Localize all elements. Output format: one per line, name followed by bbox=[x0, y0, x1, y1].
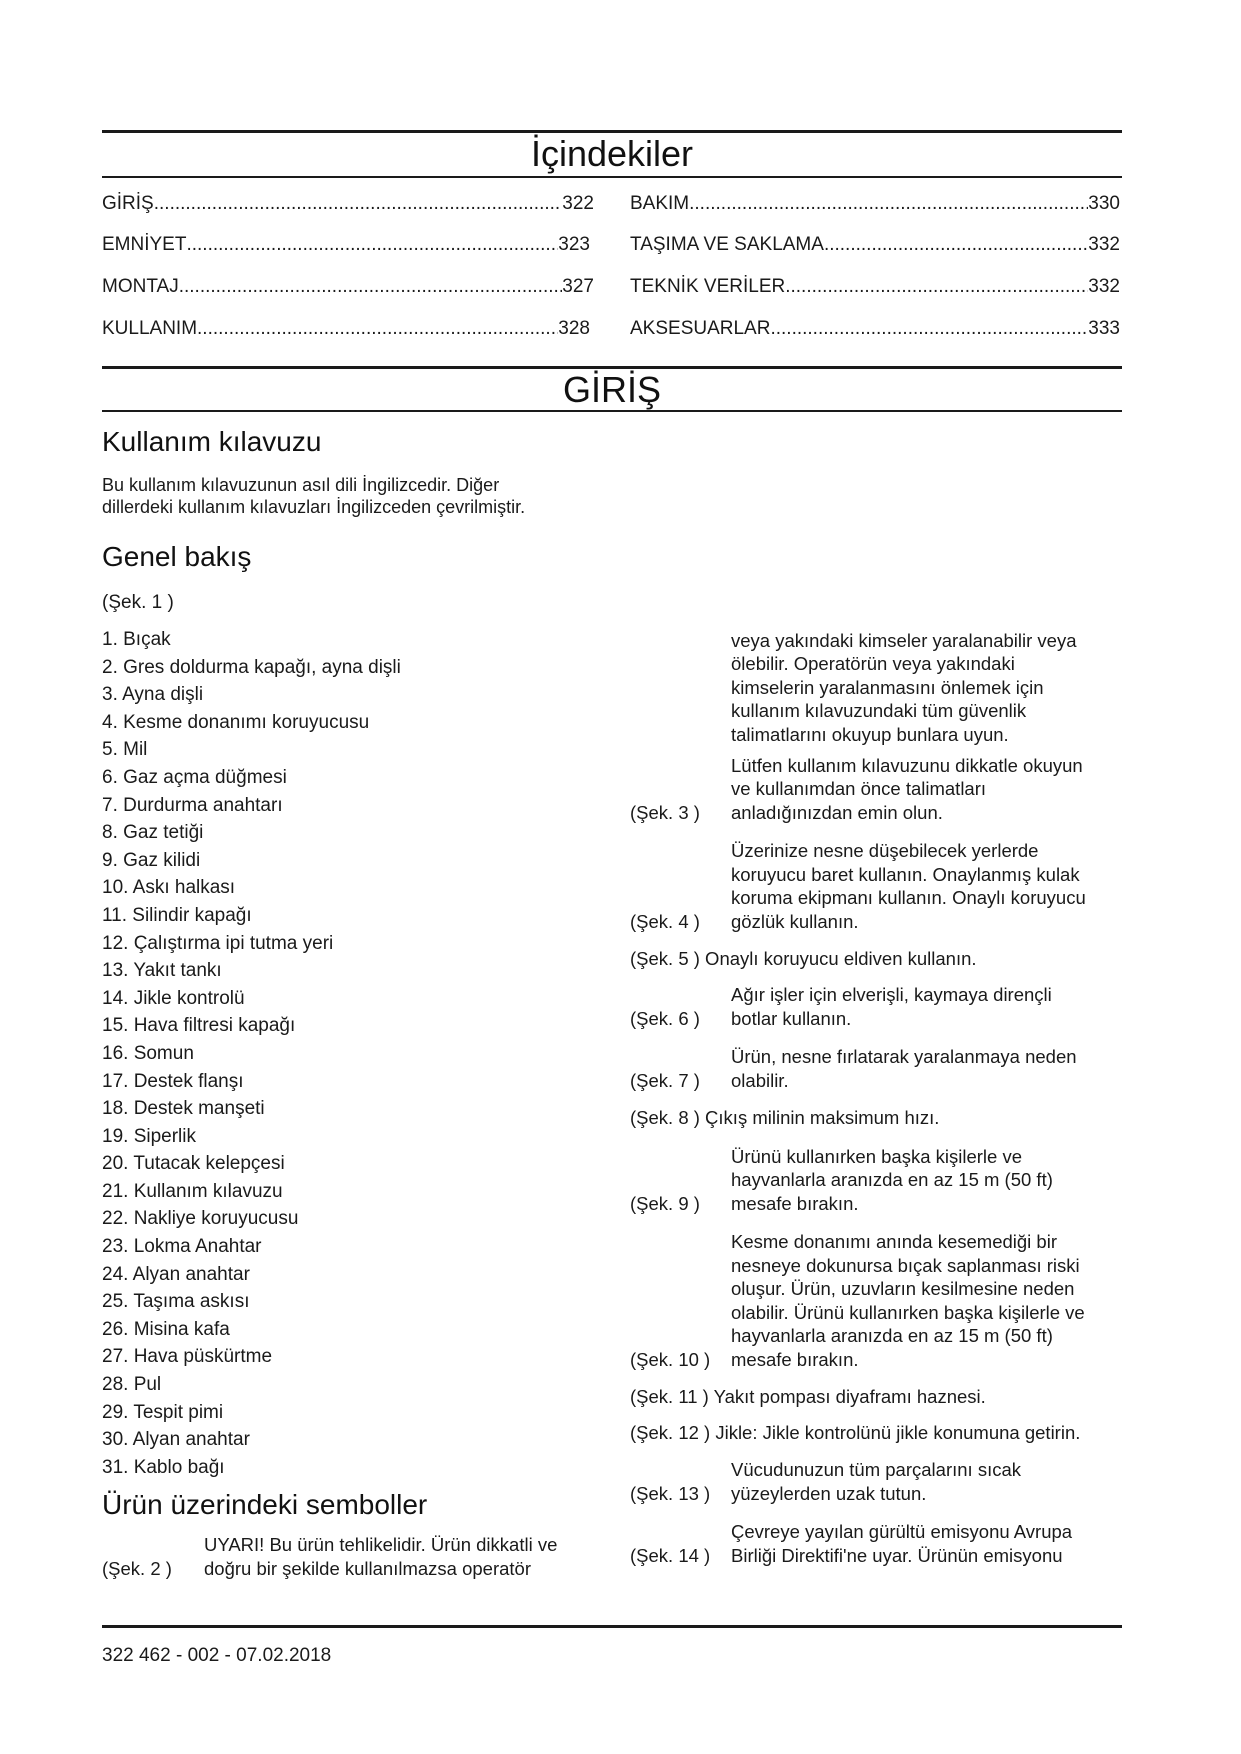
symbol-sek-5: (Şek. 5 ) Onaylı koruyucu eldiven kullanın. bbox=[630, 948, 977, 969]
parts-list-item: 5. Mil bbox=[102, 739, 148, 761]
parts-list-item: 21. Kullanım kılavuzu bbox=[102, 1180, 283, 1202]
parts-list-item: 10. Askı halkası bbox=[102, 877, 236, 899]
parts-list-item: 26. Misina kafa bbox=[102, 1318, 230, 1340]
symbol-line: olabilir. Ürünü kullanırken başka kişilerle ve bbox=[731, 1301, 1085, 1323]
overview-figure-ref: (Şek. 1 ) bbox=[102, 592, 174, 613]
symbol-line: Birliği Direktifi'ne uyar. Ürünün emisyonu bbox=[731, 1544, 1063, 1566]
symbol-line: yüzeylerden uzak tutun. bbox=[731, 1482, 927, 1504]
symbols-heading: Ürün üzerindeki semboller bbox=[102, 1489, 428, 1520]
figure-ref: (Şek. 2 ) bbox=[102, 1557, 172, 1579]
symbol-line: botlar kullanın. bbox=[731, 1007, 852, 1029]
symbol-line: ölebilir. Operatörün veya yakındaki bbox=[731, 653, 1015, 674]
symbol-line: talimatlarını okuyup bunlara uyun. bbox=[731, 723, 1009, 745]
footer-rule bbox=[102, 1625, 1122, 1628]
toc-page: 330 bbox=[1088, 193, 1120, 214]
parts-list-item: 31. Kablo bağı bbox=[102, 1456, 225, 1478]
parts-list-item: 29. Tespit pimi bbox=[102, 1401, 224, 1423]
figure-ref: (Şek. 6 ) bbox=[630, 1007, 700, 1029]
toc-page: 332 bbox=[1088, 276, 1120, 297]
toc-label: BAKIM bbox=[630, 193, 690, 214]
overview-heading: Genel bakış bbox=[102, 541, 252, 572]
toc-label: TAŞIMA VE SAKLAMA bbox=[630, 234, 824, 255]
symbol-line: kullanım kılavuzundaki tüm güvenlik bbox=[731, 700, 1027, 721]
parts-list-item: 16. Somun bbox=[102, 1042, 194, 1064]
figure-ref: (Şek. 9 ) bbox=[630, 1192, 700, 1214]
figure-ref: (Şek. 13 ) bbox=[630, 1482, 711, 1504]
symbol-line: hayvanlarla aranızda en az 15 m (50 ft) bbox=[731, 1325, 1053, 1346]
symbol-line: Üzerinize nesne düşebilecek yerlerde bbox=[731, 840, 1039, 861]
symbol-line: koruyucu baret kullanın. Onaylanmış kulak bbox=[731, 863, 1080, 885]
symbol-line: Lütfen kullanım kılavuzunu dikkatle okuyun bbox=[731, 754, 1083, 776]
symbol-sek-2 bbox=[102, 0, 602, 1580]
toc-page: 322 bbox=[562, 193, 594, 214]
parts-list-item: 1. Bıçak bbox=[102, 629, 171, 650]
parts-list-item: 2. Gres doldurma kapağı, ayna dişli bbox=[102, 656, 401, 678]
symbol-line: nesneye dokunursa bıçak saplanması riski bbox=[731, 1254, 1080, 1276]
symbol-line: kimselerin yaralanmasını önlemek için bbox=[731, 676, 1044, 698]
parts-list-item: 6. Gaz açma düğmesi bbox=[102, 766, 287, 788]
symbol-line: anladığınızdan emin olun. bbox=[731, 801, 943, 823]
symbol-line: ve kullanımdan önce talimatları bbox=[731, 778, 987, 799]
symbol-line: mesafe bırakın. bbox=[731, 1348, 859, 1370]
toc-label: TEKNİK VERİLER bbox=[630, 276, 786, 297]
symbol-line: veya yakındaki kimseler yaralanabilir veya bbox=[731, 629, 1077, 651]
symbol-line: koruma ekipmanı kullanın. Onaylı koruyucu bbox=[731, 887, 1086, 908]
section-title: GİRİŞ bbox=[562, 369, 661, 410]
toc-label: EMNİYET bbox=[102, 234, 187, 255]
symbol-line: Vücudunuzun tüm parçalarını sıcak bbox=[731, 1459, 1021, 1480]
toc-title: İçindekiler bbox=[530, 133, 694, 174]
toc-page: 328 bbox=[558, 318, 590, 339]
symbol-line: UYARI! Bu ürün tehlikelidir. Ürün dikkatli ve bbox=[204, 1534, 558, 1555]
parts-list-item: 11. Silindir kapağı bbox=[102, 904, 252, 926]
parts-list-item: 24. Alyan anahtar bbox=[102, 1263, 250, 1285]
symbol-sek-12: (Şek. 12 ) Jikle: Jikle kontrolünü jikle konumuna getirin. bbox=[630, 1422, 1081, 1443]
parts-list-item: 14. Jikle kontrolü bbox=[102, 987, 245, 1009]
parts-list-item: 17. Destek flanşı bbox=[102, 1070, 244, 1092]
manual-heading: Kullanım kılavuzu bbox=[102, 426, 322, 457]
parts-list-item: 8. Gaz tetiği bbox=[102, 822, 204, 844]
symbol-line: Çevreye yayılan gürültü emisyonu Avrupa bbox=[731, 1521, 1073, 1542]
parts-list-item: 22. Nakliye koruyucusu bbox=[102, 1208, 299, 1230]
figure-ref: (Şek. 10 ) bbox=[630, 1348, 711, 1370]
symbol-line: Ürünü kullanırken başka kişilerle ve bbox=[731, 1145, 1022, 1167]
figure-ref: (Şek. 7 ) bbox=[630, 1069, 700, 1091]
toc-page: 333 bbox=[1088, 318, 1120, 339]
parts-list-item: 9. Gaz kilidi bbox=[102, 849, 201, 871]
parts-list-item: 19. Siperlik bbox=[102, 1125, 196, 1147]
parts-list-item: 23. Lokma Anahtar bbox=[102, 1236, 262, 1258]
parts-list-item: 13. Yakıt tankı bbox=[102, 960, 222, 982]
symbol-text bbox=[731, 1520, 1072, 1567]
figure-ref: (Şek. 3 ) bbox=[630, 801, 700, 823]
toc-label: GİRİŞ bbox=[102, 193, 154, 214]
symbol-sek-8: (Şek. 8 ) Çıkış milinin maksimum hızı. bbox=[630, 1107, 940, 1128]
parts-list-item: 25. Taşıma askısı bbox=[102, 1291, 250, 1313]
paragraph-line: dillerdeki kullanım kılavuzları İngilizceden çevrilmiştir. bbox=[102, 497, 526, 517]
figure-ref: (Şek. 14 ) bbox=[630, 1544, 711, 1566]
symbol-text bbox=[204, 1533, 557, 1580]
footer-doc-number: 322 462 - 002 - 07.02.2018 bbox=[102, 1645, 332, 1666]
paragraph-line: Bu kullanım kılavuzunun asıl dili İngilizcedir. Diğer bbox=[102, 475, 500, 495]
figure-ref: (Şek. 4 ) bbox=[630, 910, 700, 932]
parts-list-item: 4. Kesme donanımı koruyucusu bbox=[102, 711, 370, 733]
symbol-line: olabilir. bbox=[731, 1069, 789, 1091]
symbol-line: Kesme donanımı anında kesemediği bir bbox=[731, 1231, 1057, 1252]
parts-list-item: 12. Çalıştırma ipi tutma yeri bbox=[102, 932, 334, 954]
toc-label: MONTAJ bbox=[102, 276, 179, 297]
parts-list-item: 18. Destek manşeti bbox=[102, 1098, 265, 1120]
symbol-line: Ürün, nesne fırlatarak yaralanmaya neden bbox=[731, 1046, 1077, 1067]
symbol-line: doğru bir şekilde kullanılmazsa operatör bbox=[204, 1557, 532, 1579]
parts-list-item: 28. Pul bbox=[102, 1374, 162, 1396]
toc-label: AKSESUARLAR bbox=[630, 318, 771, 339]
toc-page: 332 bbox=[1088, 234, 1120, 255]
toc-page: 323 bbox=[558, 234, 590, 255]
symbol-sek-14 bbox=[630, 0, 1120, 1567]
symbol-line: mesafe bırakın. bbox=[731, 1192, 859, 1214]
parts-list-item: 27. Hava püskürtme bbox=[102, 1346, 273, 1368]
symbol-line: gözlük kullanın. bbox=[731, 910, 859, 932]
symbol-line: Ağır işler için elverişli, kaymaya dirençli bbox=[731, 984, 1052, 1005]
parts-list-item: 7. Durdurma anahtarı bbox=[102, 794, 283, 816]
parts-list-item: 3. Ayna dişli bbox=[102, 684, 204, 706]
symbol-line: hayvanlarla aranızda en az 15 m (50 ft) bbox=[731, 1169, 1053, 1190]
toc-page: 327 bbox=[562, 276, 594, 297]
toc-label: KULLANIM bbox=[102, 318, 198, 339]
symbol-line: oluşur. Ürün, uzuvların kesilmesine neden bbox=[731, 1278, 1075, 1299]
parts-list-item: 15. Hava filtresi kapağı bbox=[102, 1015, 296, 1037]
symbol-sek-11: (Şek. 11 ) Yakıt pompası diyaframı haznesi. bbox=[630, 1386, 986, 1407]
parts-list-item: 20. Tutacak kelepçesi bbox=[102, 1153, 285, 1175]
parts-list-item: 30. Alyan anahtar bbox=[102, 1429, 250, 1451]
